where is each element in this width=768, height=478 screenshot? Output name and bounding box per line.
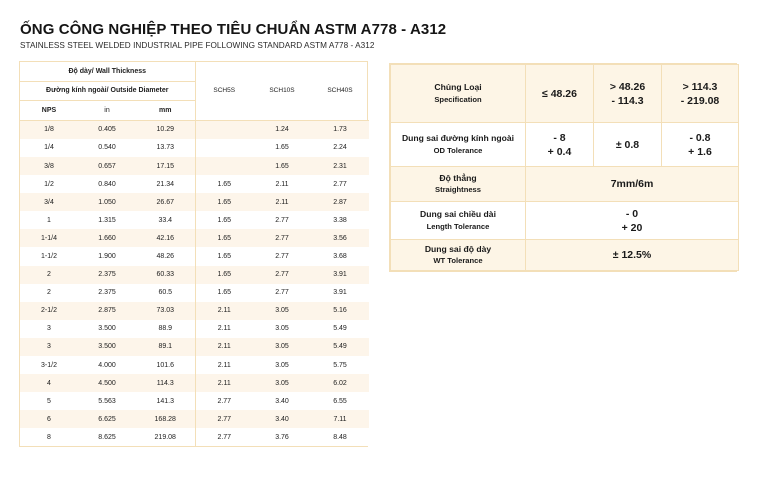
length-tolerance-label (391, 202, 526, 240)
label-en: Length Tolerance (426, 221, 490, 231)
cell-mm: 13.73 (136, 139, 195, 157)
cell-in: 2.375 (78, 284, 136, 302)
cell-in: 5.563 (78, 392, 136, 410)
length-tolerance-value (526, 202, 739, 240)
cell-sch40s: 5.16 (311, 302, 369, 320)
page-subtitle: STAINLESS STEEL WELDED INDUSTRIAL PIPE FOLLOWING STANDARD ASTM A778 - A312 (20, 41, 375, 50)
label-vi: Độ thẳng (439, 172, 477, 183)
sch40s-header: SCH40S (311, 62, 369, 120)
od-col1-b: + 0.4 (547, 145, 572, 158)
dimensions-table (19, 61, 368, 447)
length-value-a: - 0 (625, 207, 639, 220)
cell-sch10s: 1.24 (253, 120, 311, 139)
cell-in: 0.657 (78, 157, 136, 175)
cell-sch5s: 1.65 (195, 175, 253, 193)
cell-sch40s: 6.55 (311, 392, 369, 410)
cell-sch40s: 3.56 (311, 229, 369, 247)
cell-sch10s: 2.77 (253, 211, 311, 229)
cell-in: 3.500 (78, 320, 136, 338)
od-tolerance-row (391, 123, 739, 167)
label-vi: Dung sai chiều dài (420, 209, 496, 219)
cell-sch40s: 8.48 (311, 428, 369, 446)
cell-nps: 1 (20, 211, 78, 229)
cell-sch10s: 1.65 (253, 157, 311, 175)
cell-sch5s: 2.77 (195, 410, 253, 428)
cell-in: 4.000 (78, 356, 136, 374)
cell-mm: 89.1 (136, 338, 195, 356)
cell-in: 8.625 (78, 428, 136, 446)
nps-header: NPS (20, 101, 78, 121)
cell-nps: 1-1/2 (20, 247, 78, 265)
spec-col1: ≤ 48.26 (526, 65, 594, 123)
cell-sch40s: 5.75 (311, 356, 369, 374)
cell-nps: 3 (20, 338, 78, 356)
outside-diameter-header: Đường kính ngoài/ Outside Diameter (20, 81, 195, 101)
wall-thickness-header: Độ dày/ Wall Thickness (20, 62, 195, 81)
cell-in: 0.405 (78, 120, 136, 139)
spec-col2-b: - 114.3 (611, 94, 644, 107)
spec-col2 (594, 65, 662, 123)
specification-row (391, 65, 739, 123)
cell-nps: 2-1/2 (20, 302, 78, 320)
cell-sch10s: 3.05 (253, 374, 311, 392)
table-row (20, 139, 369, 157)
cell-sch40s: 2.24 (311, 139, 369, 157)
cell-sch10s: 2.11 (253, 175, 311, 193)
cell-in: 6.625 (78, 410, 136, 428)
cell-sch5s: 2.11 (195, 302, 253, 320)
cell-sch40s: 6.02 (311, 374, 369, 392)
od-tolerance-label (391, 123, 526, 167)
cell-sch5s: 1.65 (195, 229, 253, 247)
cell-sch5s (195, 139, 253, 157)
cell-sch5s: 2.11 (195, 374, 253, 392)
wt-tolerance-value: ± 12.5% (526, 240, 739, 271)
cell-sch5s: 2.11 (195, 356, 253, 374)
table-row (20, 157, 369, 175)
cell-nps: 2 (20, 266, 78, 284)
cell-nps: 3-1/2 (20, 356, 78, 374)
cell-sch40s: 3.91 (311, 284, 369, 302)
spec-col2-a: > 48.26 (609, 80, 646, 93)
cell-nps: 1/4 (20, 139, 78, 157)
in-header: in (78, 101, 136, 121)
cell-sch40s: 3.91 (311, 266, 369, 284)
cell-sch40s: 7.11 (311, 410, 369, 428)
cell-in: 1.315 (78, 211, 136, 229)
table-row (20, 229, 369, 247)
cell-sch10s: 1.65 (253, 139, 311, 157)
cell-mm: 17.15 (136, 157, 195, 175)
cell-sch10s: 3.05 (253, 356, 311, 374)
table-row (20, 356, 369, 374)
cell-sch10s: 2.77 (253, 229, 311, 247)
cell-sch40s: 3.38 (311, 211, 369, 229)
table-row (20, 392, 369, 410)
cell-in: 3.500 (78, 338, 136, 356)
cell-nps: 1/8 (20, 120, 78, 139)
cell-in: 2.375 (78, 266, 136, 284)
dimensions-table-body (20, 120, 369, 446)
cell-nps: 2 (20, 284, 78, 302)
cell-sch40s: 5.49 (311, 320, 369, 338)
cell-sch5s: 2.77 (195, 392, 253, 410)
cell-nps: 1/2 (20, 175, 78, 193)
cell-sch5s: 1.65 (195, 266, 253, 284)
table-row (20, 193, 369, 211)
label-en: Straightness (435, 185, 481, 194)
cell-mm: 21.34 (136, 175, 195, 193)
cell-sch10s: 2.77 (253, 266, 311, 284)
cell-nps: 3/8 (20, 157, 78, 175)
table-row (20, 211, 369, 229)
cell-mm: 141.3 (136, 392, 195, 410)
table-row (20, 374, 369, 392)
cell-sch10s: 3.76 (253, 428, 311, 446)
table-row (20, 247, 369, 265)
cell-sch5s: 2.11 (195, 320, 253, 338)
label-en: OD Tolerance (433, 145, 483, 155)
length-tolerance-row (391, 202, 739, 240)
cell-nps: 8 (20, 428, 78, 446)
cell-sch5s: 2.77 (195, 428, 253, 446)
od-col3-a: - 0.8 (689, 131, 711, 144)
table-row (20, 266, 369, 284)
cell-nps: 1-1/4 (20, 229, 78, 247)
cell-mm: 101.6 (136, 356, 195, 374)
cell-mm: 60.33 (136, 266, 195, 284)
cell-nps: 6 (20, 410, 78, 428)
mm-header: mm (136, 101, 195, 121)
cell-nps: 3 (20, 320, 78, 338)
table-row (20, 410, 369, 428)
cell-mm: 88.9 (136, 320, 195, 338)
wt-tolerance-row (391, 240, 739, 271)
od-col3 (662, 123, 739, 167)
table-row (20, 284, 369, 302)
cell-sch10s: 2.77 (253, 284, 311, 302)
cell-sch5s: 1.65 (195, 193, 253, 211)
cell-mm: 26.67 (136, 193, 195, 211)
od-col3-b: + 1.6 (688, 145, 712, 158)
cell-in: 4.500 (78, 374, 136, 392)
cell-sch40s: 5.49 (311, 338, 369, 356)
cell-mm: 60.5 (136, 284, 195, 302)
page-title: ỐNG CÔNG NGHIỆP THEO TIÊU CHUẨN ASTM A778 - A312 (20, 21, 447, 38)
table-row (20, 338, 369, 356)
cell-sch40s: 2.77 (311, 175, 369, 193)
table-row (20, 175, 369, 193)
spec-col3-b: - 219.08 (680, 94, 720, 107)
cell-mm: 33.4 (136, 211, 195, 229)
cell-sch5s: 1.65 (195, 211, 253, 229)
cell-sch10s: 3.40 (253, 392, 311, 410)
label-vi: Dung sai đường kính ngoài (401, 133, 515, 143)
straightness-label (391, 167, 526, 202)
cell-mm: 114.3 (136, 374, 195, 392)
wt-tolerance-label (391, 240, 526, 271)
cell-in: 1.900 (78, 247, 136, 265)
cell-sch5s (195, 120, 253, 139)
cell-sch40s: 3.68 (311, 247, 369, 265)
table-row (20, 302, 369, 320)
cell-in: 2.875 (78, 302, 136, 320)
cell-mm: 48.26 (136, 247, 195, 265)
cell-mm: 42.16 (136, 229, 195, 247)
specification-label (391, 65, 526, 123)
sch10s-header: SCH10S (253, 62, 311, 120)
straightness-value: 7mm/6m (526, 167, 739, 202)
cell-sch5s: 2.11 (195, 338, 253, 356)
od-col2: ± 0.8 (594, 123, 662, 167)
cell-sch40s: 1.73 (311, 120, 369, 139)
cell-sch5s: 1.65 (195, 247, 253, 265)
cell-sch5s (195, 157, 253, 175)
label-en: WT Tolerance (433, 256, 483, 265)
cell-in: 1.660 (78, 229, 136, 247)
cell-in: 0.540 (78, 139, 136, 157)
label-en: Specification (434, 94, 482, 104)
cell-nps: 5 (20, 392, 78, 410)
table-row (20, 320, 369, 338)
cell-sch40s: 2.87 (311, 193, 369, 211)
od-col1-a: - 8 (553, 131, 566, 144)
cell-mm: 73.03 (136, 302, 195, 320)
cell-sch40s: 2.31 (311, 157, 369, 175)
table-row (20, 428, 369, 446)
cell-sch10s: 3.05 (253, 338, 311, 356)
cell-nps: 4 (20, 374, 78, 392)
table-row (20, 120, 369, 139)
straightness-row (391, 167, 739, 202)
cell-sch10s: 2.77 (253, 247, 311, 265)
cell-in: 1.050 (78, 193, 136, 211)
cell-nps: 3/4 (20, 193, 78, 211)
spec-col3 (662, 65, 739, 123)
cell-sch10s: 3.40 (253, 410, 311, 428)
label-vi: Dung sai độ dày (424, 243, 492, 254)
tolerance-table (389, 63, 737, 272)
cell-sch10s: 3.05 (253, 320, 311, 338)
cell-mm: 10.29 (136, 120, 195, 139)
cell-sch10s: 2.11 (253, 193, 311, 211)
sch5s-header: SCH5S (195, 62, 253, 120)
cell-sch5s: 1.65 (195, 284, 253, 302)
od-col1 (526, 123, 594, 167)
cell-mm: 168.28 (136, 410, 195, 428)
label-vi: Chủng Loại (434, 82, 482, 92)
cell-sch10s: 3.05 (253, 302, 311, 320)
length-value-b: + 20 (621, 221, 643, 234)
spec-col3-a: > 114.3 (682, 80, 718, 93)
cell-in: 0.840 (78, 175, 136, 193)
cell-mm: 219.08 (136, 428, 195, 446)
